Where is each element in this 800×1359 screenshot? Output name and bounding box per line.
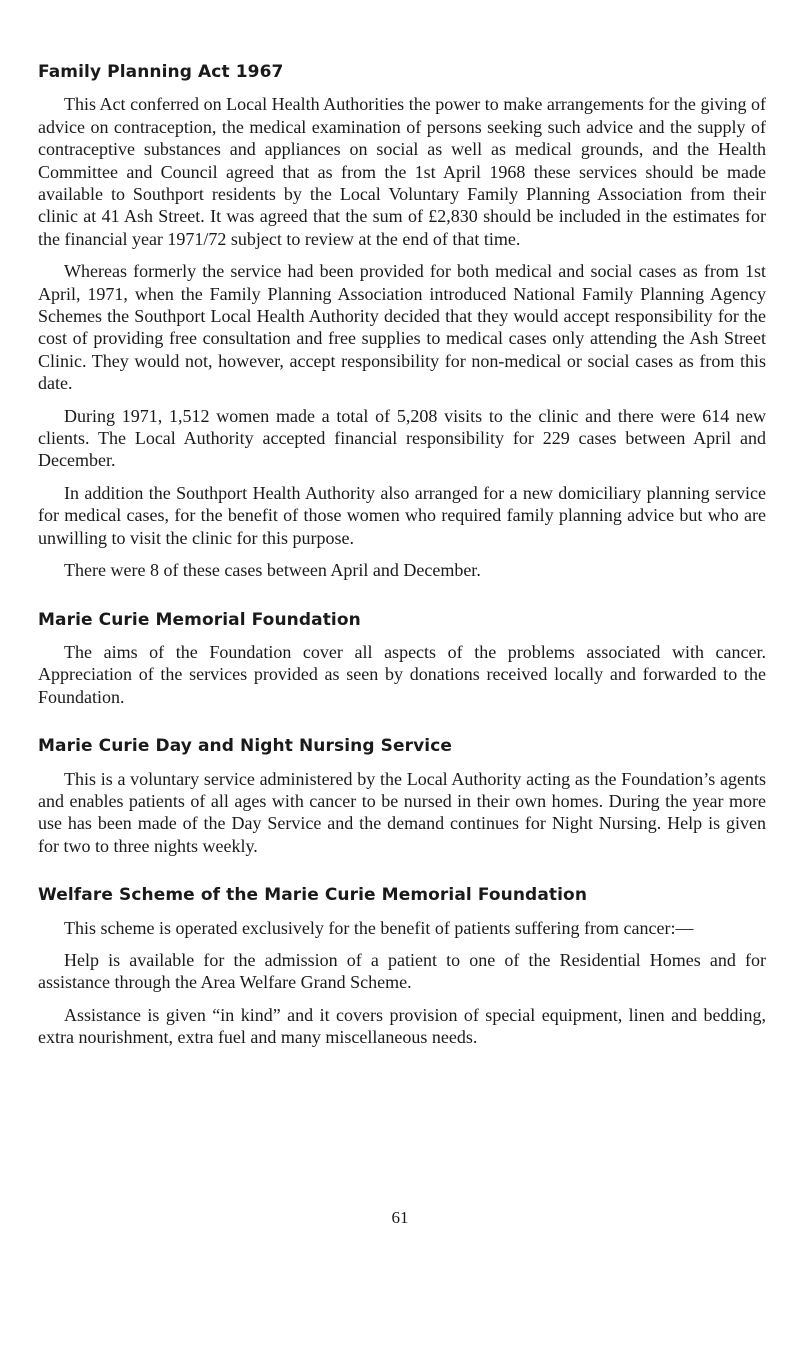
section-heading: Welfare Scheme of the Marie Curie Memorial Foundation	[38, 885, 588, 906]
paragraph: There were 8 of these cases between April and December.	[64, 560, 481, 581]
paragraph: Assistance is given “in kind” and it covers provision of special equipment, linen and bedding, extra nourishment, extra fuel and many miscellaneous needs.	[38, 1004, 766, 1048]
paragraph: This Act conferred on Local Health Authorities the power to make arrangements for the giving of advice on contraception, the medical examination of persons seeking such advice and the supply of contraceptive substances and appliances on social as well as medical grounds, and the Health Committee and Council agreed that as from the 1st April 1968 these services should be made available to Southport residents by the Local Voluntary Family Planning Association from their clinic at 41 Ash Street. It was agreed that the sum of £2,830 should be included in the estimates for the financial year 1971/72 subject to review at the end of that time.	[38, 94, 766, 249]
section-day-night-nursing	[38, 736, 766, 857]
page-content	[38, 62, 766, 1077]
section-welfare-scheme	[38, 885, 766, 1048]
page-number: 61	[391, 1208, 409, 1227]
paragraph: In addition the Southport Health Authority also arranged for a new domiciliary planning service for medical cases, for the benefit of those women who required family planning advice but who are unwilling to visit the clinic for this purpose.	[38, 482, 766, 548]
section-family-planning	[38, 62, 766, 582]
paragraph: The aims of the Foundation cover all aspects of the problems associated with cancer. Appreciation of the services provided as seen by donations received locally and forwarded to the Foundation.	[38, 641, 766, 707]
section-heading: Marie Curie Day and Night Nursing Service	[38, 736, 453, 757]
section-marie-curie-foundation	[38, 610, 766, 709]
paragraph: This is a voluntary service administered by the Local Authority acting as the Foundation’s agents and enables patients of all ages with cancer to be nursed in their own homes. During the year more use has been made of the Day Service and the demand continues for Night Nursing. Help is given for two to three nights weekly.	[38, 768, 766, 856]
paragraph: Whereas formerly the service had been provided for both medical and social cases as from 1st April, 1971, when the Family Planning Association introduced National Family Planning Agency Schemes the Southport Local Health Authority decided that they would accept responsibility for the cost of providing free consultation and free supplies to medical cases only attending the Ash Street Clinic. They would not, however, accept responsibility for non-medical or social cases as from this date.	[38, 261, 766, 394]
section-heading: Family Planning Act 1967	[38, 62, 284, 82]
paragraph: Help is available for the admission of a patient to one of the Residential Homes and for assistance through the Area Welfare Grand Scheme.	[38, 949, 766, 993]
section-heading: Marie Curie Memorial Foundation	[38, 609, 361, 630]
paragraph: During 1971, 1,512 women made a total of 5,208 visits to the clinic and there were 614 new clients. The Local Authority accepted financial responsibility for 229 cases between April and December.	[38, 405, 766, 471]
paragraph: This scheme is operated exclusively for the benefit of patients suffering from cancer:—	[64, 917, 694, 938]
